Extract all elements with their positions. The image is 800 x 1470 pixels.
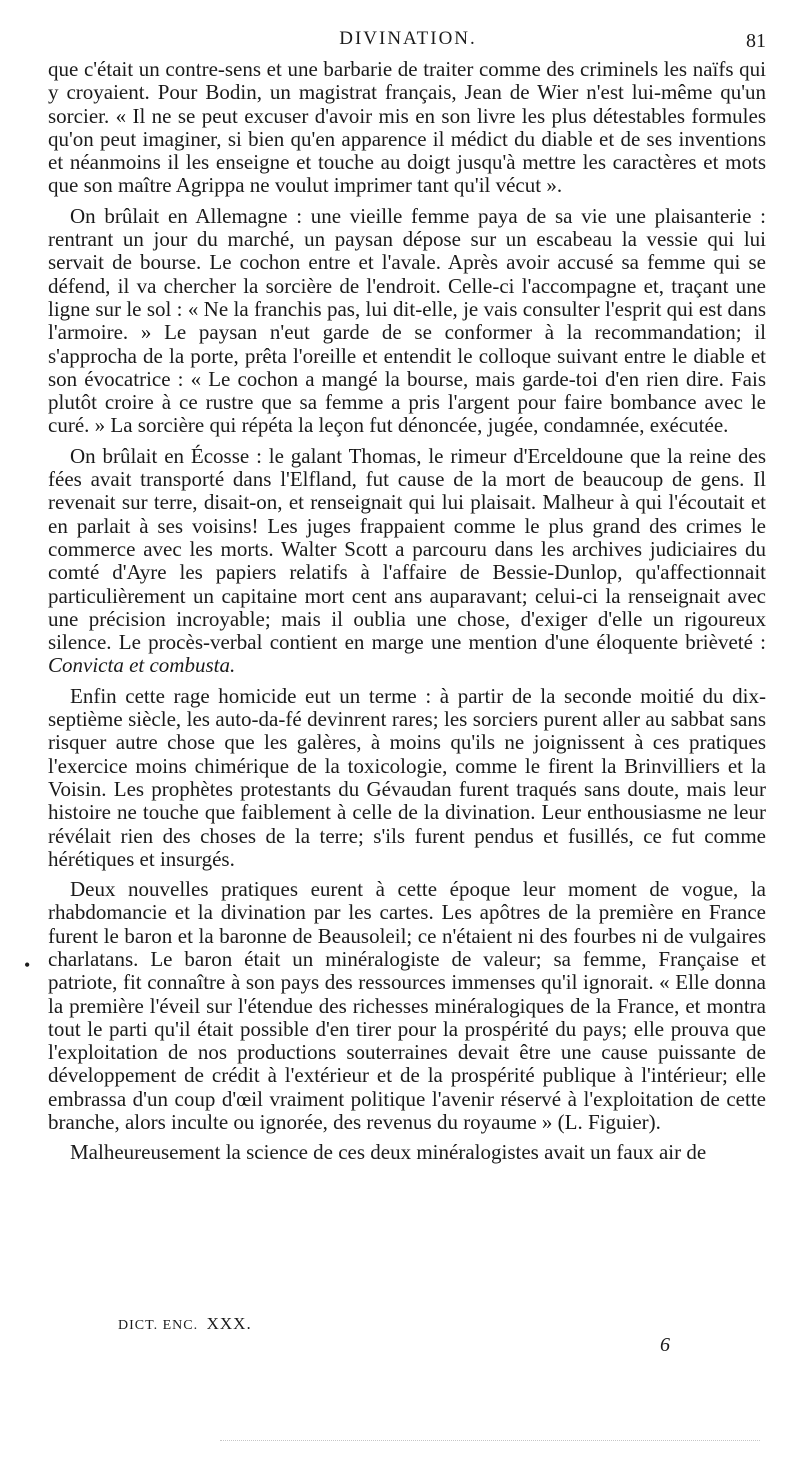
paragraph-1: que c'était un contre-sens et une barbarie de traiter comme des criminels les naïfs qui y croyaient. Pour Bodin, un magistrat français, Jean de Wier n'est lui-même qu'un sorcier. « Il ne se peut excuser d'avoir mis en son livre les plus détestables formules qu'on peut imaginer, si bien qu'en apparence il médict du diable et de ses inventions et néanmoins il les enseigne et touche au doigt jusqu'à mettre les caractères et mots que son maître Agrippa ne voulut imprimer tant qu'il vécut ». bbox=[48, 57, 766, 198]
paragraph-3 bbox=[48, 445, 766, 678]
printer-signature bbox=[118, 1314, 252, 1334]
page-title: DIVINATION. bbox=[339, 28, 477, 49]
signature-text: DICT. ENC. bbox=[118, 1318, 199, 1333]
sheet-number: 6 bbox=[660, 1334, 670, 1356]
paragraph-4: Enfin cette rage homicide eut un terme : à partir de la seconde moitié du dix-septième siècle, les auto-da-fé devinrent rares; les sorciers purent aller au sabbat sans risquer autre chose que les galères, à moins qu'ils ne joignissent à ces pratiques l'exercice moins chimérique de la toxicologie, comme le firent la Brinvilliers et la Voisin. Les prophètes protestants du Gévaudan furent traqués sans doute, mais leur histoire ne touche que faiblement à celle de la divination. Leur enthousiasme ne leur révélait rien des choses de la terre; s'ils furent pendus et fusillés, ce fut comme hérétiques et insurgés. bbox=[48, 683, 766, 871]
margin-mark: • bbox=[24, 955, 31, 975]
bleed-through-marks bbox=[220, 1440, 760, 1445]
paragraph-5: Deux nouvelles pratiques eurent à cette époque leur moment de vogue, la rhabdomancie et la divination par les cartes. Les apôtres de la première en France furent le baron et la baronne de Beausoleil; ce n'étaient ni des fourbes ni de vulgaires charlatans. Le baron était un minéralogiste de valeur; sa femme, Française et patriote, fit connaître à son pays des ressources immenses qu'il ignorait. « Elle donna la première l'éveil sur l'étendue des richesses minéralogiques de la France, et montra tout le parti qu'il était possible d'en tirer pour la prospérité du pays; elle prouva que l'exploitation de nos productions souterraines devait être une cause puissante de développement de crédit à l'extérieur et de la prospérité publique à l'intérieur; elle embrassa d'un coup d'œil vraiment politique l'avenir réservé à l'exploitation de cette branche, alors inculte ou ignorée, des revenus du royaume » (L. Figuier). bbox=[48, 877, 766, 1135]
body-text bbox=[48, 58, 766, 1165]
paragraph-3-text: On brûlait en Écosse : le galant Thomas, le rimeur d'Erceldoune que la reine des fées avait transporté dans l'Elfland, fut cause de la mort de beaucoup de gens. Il revenait sur terre, disait-on, et renseignait qui lui plaisait. Malheur à qui l'écoutait et en parlait à ses voisins! Les juges frappaient comme le plus grand des crimes le commerce avec les morts. Walter Scott a parcouru dans les archives judiciaires du comté d'Ayre les papiers relatifs à l'affaire de Bessie-Dunlop, qu'affectionnait particulièrement un capitaine mort cent ans auparavant; celui-ci la renseignait avec une précision incroyable; mais il oublia une chose, d'exiger d'elle un rigoureux silence. Le procès-verbal contient en marge une mention d'une éloquente brièveté : bbox=[48, 443, 766, 655]
paragraph-6: Malheureusement la science de ces deux minéralogistes avait un faux air de bbox=[70, 1140, 707, 1165]
running-header bbox=[48, 28, 768, 58]
signature-volume: XXX. bbox=[206, 1314, 252, 1333]
page-number: 81 bbox=[746, 30, 766, 52]
italic-phrase: Convicta et combusta. bbox=[48, 653, 236, 678]
paragraph-2: On brûlait en Allemagne : une vieille femme paya de sa vie une plaisanterie : rentrant un jour du marché, un paysan dépose sur un escabeau la vessie qui lui servait de bourse. Le cochon entre et l'avale. Après avoir accusé sa femme qui se défend, il va chercher la sorcière de l'endroit. Celle-ci l'accompagne et, traçant une ligne sur le sol : « Ne la franchis pas, lui dit-elle, je vais consulter l'esprit qui est dans l'armoire. » Le paysan n'eut garde de se conformer à la recommandation; il s'approcha de la porte, prêta l'oreille et entendit le colloque suivant entre le diable et son évocatrice : « Le cochon a mangé la bourse, mais garde-toi d'en rien dire. Fais plutôt croire à ce rustre que sa femme a pris l'argent pour faire bombance avec le curé. » La sorcière qui répéta la leçon fut dénoncée, jugée, condamnée, exécutée. bbox=[48, 203, 766, 438]
